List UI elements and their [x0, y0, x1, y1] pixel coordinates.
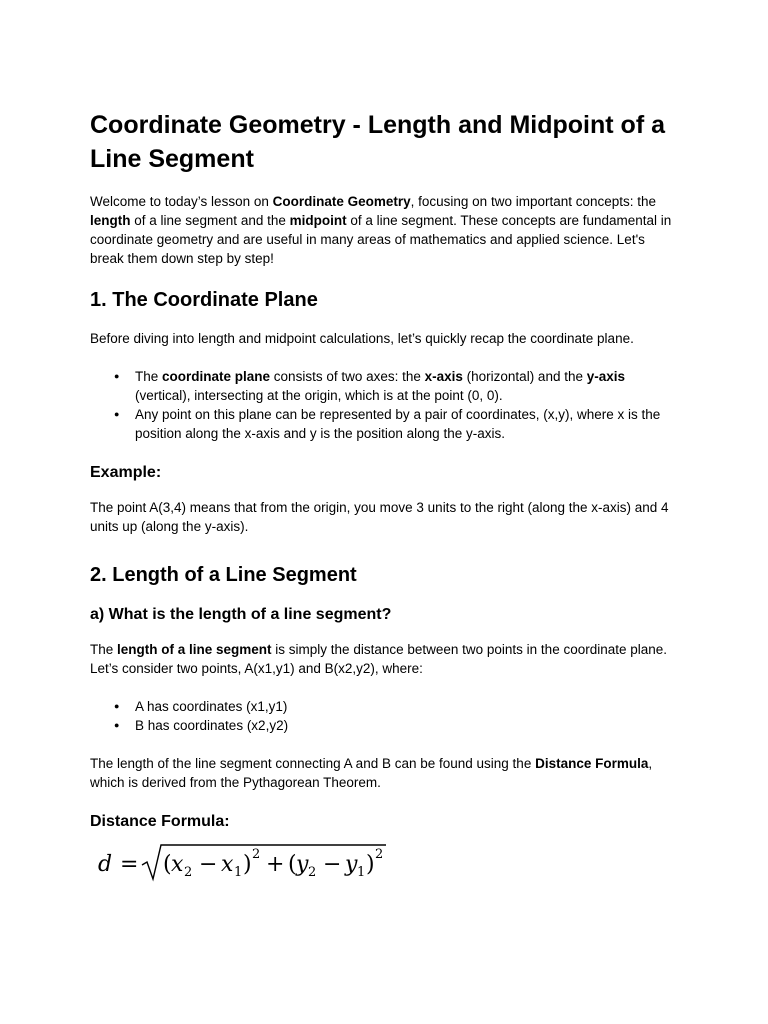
bullet-1-bold-y-axis: y-axis [586, 369, 626, 384]
intro-text-2: , focusing on two important concepts: the [410, 194, 657, 209]
formula-y2: y [296, 852, 309, 877]
formula-x1: x [221, 852, 234, 877]
section-2-heading: 2. Length of a Line Segment [90, 564, 357, 586]
formula-rparen-1: ) [243, 852, 252, 877]
intro-text-1: Welcome to today’s lesson on [90, 194, 273, 209]
formula-rparen-2: ) [366, 852, 375, 877]
distance-formula [90, 841, 680, 885]
distance-formula-heading: Distance Formula: [90, 813, 230, 830]
bullet-1-text-2: consists of two axes: the [270, 369, 425, 384]
formula-y1: y [345, 852, 358, 877]
bullet-1-text-3: (horizontal) and the [462, 369, 587, 384]
formula-intro-bold-distance-formula: Distance Formula [535, 756, 649, 771]
length-bold-term: length of a line segment [117, 642, 272, 657]
intro-bold-coordinate-geometry: Coordinate Geometry [272, 194, 411, 209]
intro-text-4: of a line segment. These concepts are fundamental in coordinate geometry and are useful in many areas of mathematics and applied science. Let's break them down step by step! [90, 213, 672, 266]
formula-intro-text-2: , which is derived from the Pythagorean Theorem. [90, 756, 653, 790]
bullet-1-text-4: (vertical), intersecting at the origin, which is at the point (0, 0). [135, 388, 503, 403]
length-text-1: The [90, 642, 118, 657]
intro-paragraph [90, 192, 680, 268]
length-text-2: is simply the distance between two points in the coordinate plane. Let’s consider two points, A(x1,y1) and B(x2,y2), where: [90, 642, 668, 676]
formula-x1-subscript: 1 [234, 865, 243, 880]
formula-equals: = [120, 852, 139, 877]
formula-d: d [98, 852, 113, 877]
example-heading: Example: [90, 464, 162, 481]
intro-bold-length: length [90, 213, 131, 228]
intro-bold-midpoint: midpoint [289, 213, 347, 228]
formula-square-2: 2 [375, 847, 384, 862]
formula-x2: x [171, 852, 184, 877]
list-item: ● A has coordinates (x1,y1) [135, 697, 680, 716]
section-1-lead: Before diving into length and midpoint calculations, let’s quickly recap the coordinate plane. [90, 331, 634, 346]
formula-x2-subscript: 2 [184, 865, 193, 880]
formula-y1-subscript: 1 [357, 865, 366, 880]
formula-plus: + [266, 852, 285, 877]
list-item: ● B has coordinates (x2,y2) [135, 716, 680, 735]
formula-y2-subscript: 2 [308, 865, 317, 880]
bullet-1-bold-coordinate-plane: coordinate plane [162, 369, 271, 384]
point-coordinates-list [90, 697, 680, 735]
coordinate-plane-list [90, 367, 680, 443]
document-page [90, 108, 680, 885]
formula-minus-2: − [323, 852, 342, 877]
formula-lparen-1: ( [163, 852, 172, 877]
distance-formula-intro [90, 754, 680, 792]
section-2a-subheading: a) What is the length of a line segment? [90, 606, 392, 623]
example-text: The point A(3,4) means that from the origin, you move 3 units to the right (along the x-axis) and 4 units up (along the y-axis). [90, 500, 669, 534]
formula-lparen-2: ( [288, 852, 297, 877]
length-definition-paragraph [90, 640, 680, 678]
list-item: ● Any point on this plane can be represented by a pair of coordinates, (x,y), where x is the position along the x-axis and y is the position along the y-axis. [135, 405, 680, 443]
bullet-1-text-1: The [135, 369, 163, 384]
formula-square-1: 2 [252, 847, 261, 862]
formula-intro-text-1: The length of the line segment connecting A and B can be found using the [90, 756, 536, 771]
list-item [135, 367, 680, 405]
bullet-1-bold-x-axis: x-axis [424, 369, 463, 384]
intro-text-3: of a line segment and the [130, 213, 290, 228]
page-title: Coordinate Geometry - Length and Midpoint of a Line Segment [90, 111, 665, 173]
formula-minus-1: − [199, 852, 218, 877]
distance-formula-svg [90, 841, 390, 885]
section-1-heading: 1. The Coordinate Plane [90, 289, 318, 311]
